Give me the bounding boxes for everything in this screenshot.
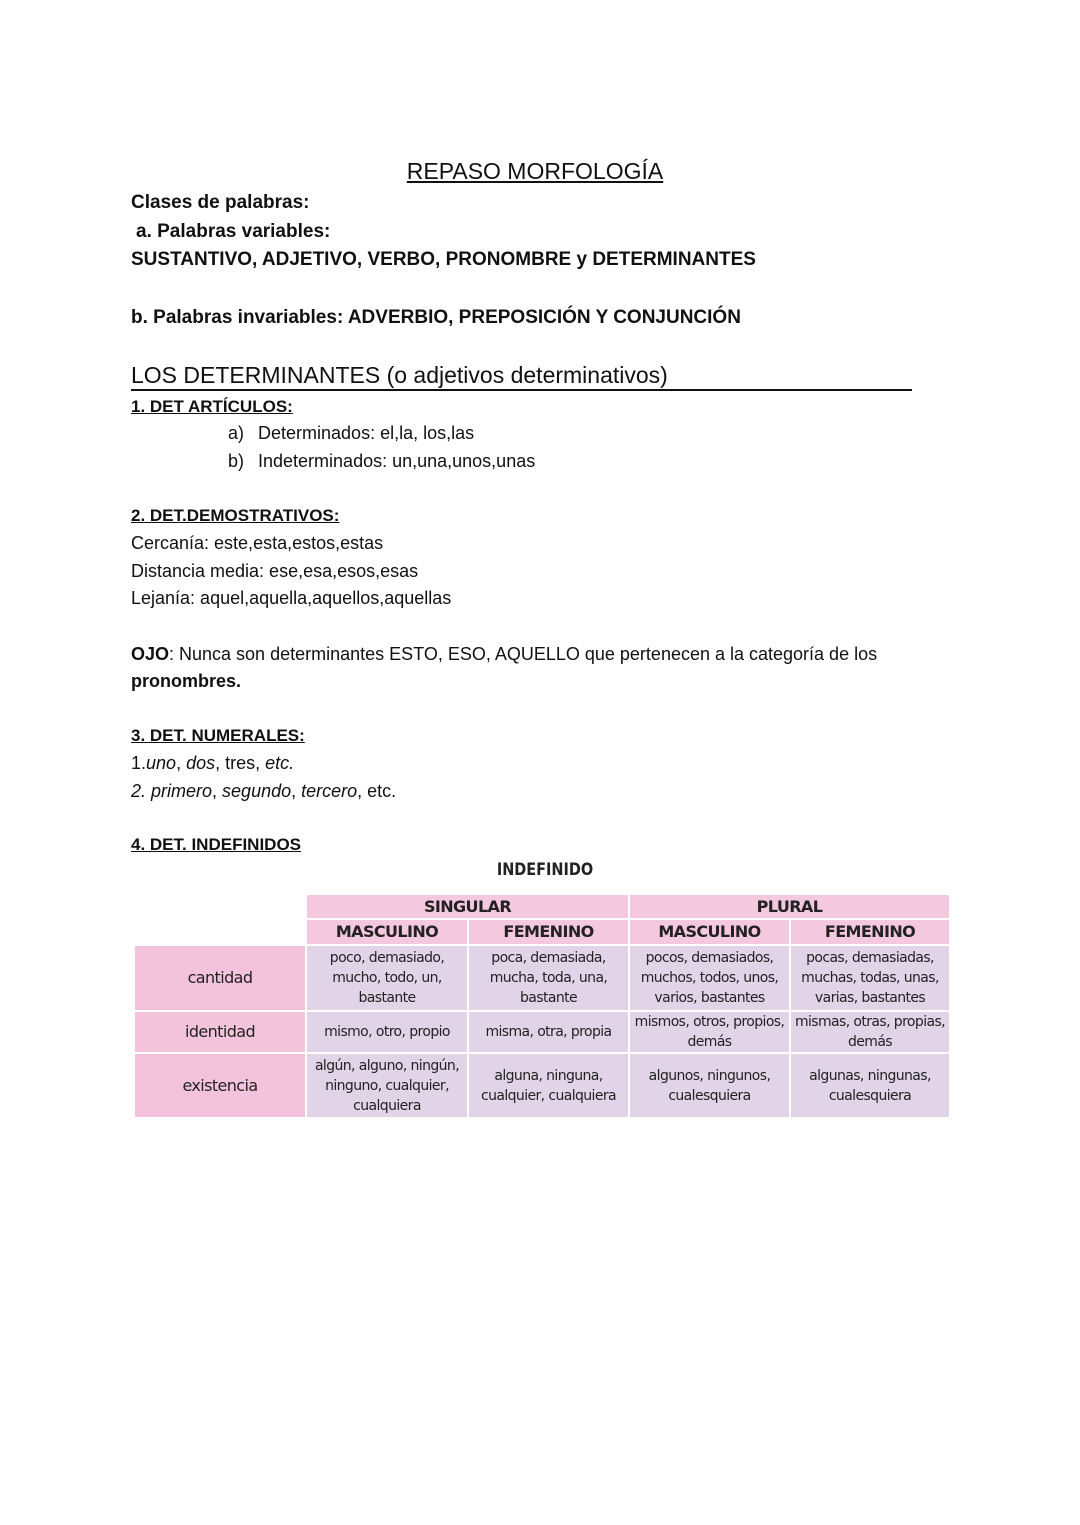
table-cell: misma, otra, propia	[468, 1011, 629, 1053]
text: etc.	[265, 753, 295, 773]
table-cell: algún, alguno, ningún, ninguno, cualquier, cualquiera	[306, 1053, 468, 1118]
numerales-line-2	[131, 780, 396, 802]
row-label: cantidad	[134, 945, 306, 1011]
text: 1.	[131, 753, 147, 773]
table-cell: mismas, otras, propias, demás	[790, 1011, 950, 1053]
list-text: Determinados: el,la, los,las	[258, 423, 475, 443]
variables-list: SUSTANTIVO, ADJETIVO, VERBO, PRONOMBRE y DETERMINANTES	[131, 249, 756, 270]
row-label: existencia	[134, 1053, 306, 1118]
text: , tres,	[215, 753, 266, 773]
list-marker: a)	[228, 423, 245, 443]
list-marker: b)	[228, 451, 245, 471]
text: 2. primero	[131, 781, 213, 801]
row-label: identidad	[134, 1011, 306, 1053]
header-col: FEMENINO	[790, 919, 950, 945]
demostrativo-line: Lejanía: aquel,aquella,aquellos,aquellas	[131, 588, 452, 608]
demostrativos-heading: 2. DET.DEMOSTRATIVOS:	[131, 506, 340, 525]
header-plural: PLURAL	[629, 894, 950, 919]
table-cell: algunas, ningunas, cualesquiera	[790, 1053, 950, 1118]
header-col: FEMENINO	[468, 919, 629, 945]
text: ,	[212, 781, 223, 801]
text: dos	[186, 753, 216, 773]
variables-label: a. Palabras variables:	[136, 221, 331, 242]
demostrativo-line: Distancia media: ese,esa,esos,esas	[131, 561, 419, 581]
text: , etc.	[357, 781, 397, 801]
articulos-item-b	[228, 450, 535, 472]
header-col: MASCULINO	[629, 919, 790, 945]
demostrativo-line: Cercanía: este,esta,estos,estas	[131, 533, 384, 553]
table-cell: mismos, otros, propios, demás	[629, 1011, 790, 1053]
table-caption: INDEFINIDO	[496, 860, 594, 880]
text: ,	[291, 781, 302, 801]
ojo-label: OJO	[131, 644, 170, 664]
ojo-bold-end: pronombres.	[131, 671, 242, 691]
numerales-heading: 3. DET. NUMERALES:	[131, 726, 305, 745]
table-cell: poco, demasiado, mucho, todo, un, bastante	[306, 945, 468, 1011]
ojo-note	[131, 643, 877, 665]
empty-cell	[134, 894, 306, 945]
table-cell: poca, demasiada, mucha, toda, una, bastante	[468, 945, 629, 1011]
table-row	[134, 1011, 950, 1053]
text: uno	[146, 753, 177, 773]
table-cell: algunos, ningunos, cualesquiera	[629, 1053, 790, 1118]
indefinidos-heading: 4. DET. INDEFINIDOS	[131, 835, 302, 854]
table-row	[134, 945, 950, 1011]
list-text: Indeterminados: un,una,unos,unas	[258, 451, 536, 471]
text: ,	[176, 753, 187, 773]
table-cell: alguna, ninguna, cualquier, cualquiera	[468, 1053, 629, 1118]
clases-label: Clases de palabras:	[131, 192, 310, 213]
text: segundo	[222, 781, 292, 801]
header-col: MASCULINO	[306, 919, 468, 945]
ojo-text: : Nunca son determinantes ESTO, ESO, AQUELLO que pertenecen a la categoría de los	[169, 644, 878, 664]
table-cell: pocas, demasiadas, muchas, todas, unas, varias, bastantes	[790, 945, 950, 1011]
table-cell: pocos, demasiados, muchos, todos, unos, varios, bastantes	[629, 945, 790, 1011]
table-header-row	[134, 894, 950, 919]
indefinidos-table	[133, 893, 951, 1119]
articulos-heading: 1. DET ARTÍCULOS:	[131, 397, 293, 416]
table-cell: mismo, otro, propio	[306, 1011, 468, 1053]
section-heading: LOS DETERMINANTES (o adjetivos determinativos)	[131, 362, 912, 391]
numerales-line-1	[131, 752, 294, 774]
page-title: REPASO MORFOLOGÍA	[406, 158, 664, 184]
header-singular: SINGULAR	[306, 894, 629, 919]
invariables-line: b. Palabras invariables: ADVERBIO, PREPOSICIÓN Y CONJUNCIÓN	[131, 307, 741, 328]
table-row	[134, 1053, 950, 1118]
text: tercero	[301, 781, 358, 801]
articulos-item-a	[228, 422, 474, 444]
